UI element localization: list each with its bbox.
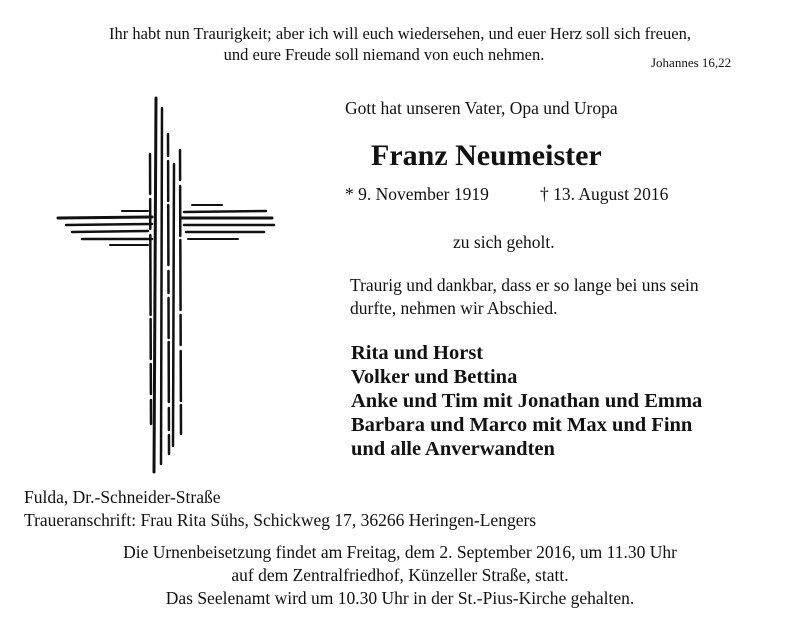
farewell-line-1: Traurig und dankbar, dass er so lange bei uns sein (350, 275, 699, 295)
family-member: Rita und Horst (351, 342, 484, 364)
intro-text: Gott hat unseren Vater, Opa und Uropa (345, 98, 618, 118)
taken-text: zu sich geholt. (453, 232, 555, 252)
service-line-3: Das Seelenamt wird um 10.30 Uhr in der St.-Pius-Kirche gehalten. (165, 588, 635, 608)
service-line-2: auf dem Zentralfriedhof, Künzeller Straße, statt. (231, 565, 569, 585)
family-member: Volker und Bettina (351, 366, 518, 388)
family-member: Barbara und Marco mit Max und Finn (351, 414, 693, 436)
family-member: und alle Anverwandten (351, 438, 555, 460)
farewell-line-2: durfte, nehmen wir Abschied. (350, 298, 558, 318)
quote-reference: Johannes 16,22 (651, 55, 732, 70)
service-line-1: Die Urnenbeisetzung findet am Freitag, dem 2. September 2016, um 11.30 Uhr (123, 542, 677, 562)
quote-line-2: und eure Freude soll niemand von euch nehmen. (223, 45, 545, 64)
quote-line-1: Ihr habt nun Traurigkeit; aber ich will euch wiedersehen, und euer Herz soll sich freuen, (109, 24, 691, 43)
family-member: Anke und Tim mit Jonathan und Emma (351, 390, 703, 412)
condolence-address: Traueranschrift: Frau Rita Sühs, Schickweg 17, 36266 Heringen-Lengers (24, 510, 537, 530)
death-date: † 13. August 2016 (540, 184, 669, 204)
family-list (351, 341, 702, 461)
place-text: Fulda, Dr.-Schneider-Straße (24, 487, 221, 507)
deceased-name: Franz Neumeister (371, 139, 602, 172)
cross-icon (52, 94, 282, 476)
birth-date: * 9. November 1919 (345, 184, 489, 204)
